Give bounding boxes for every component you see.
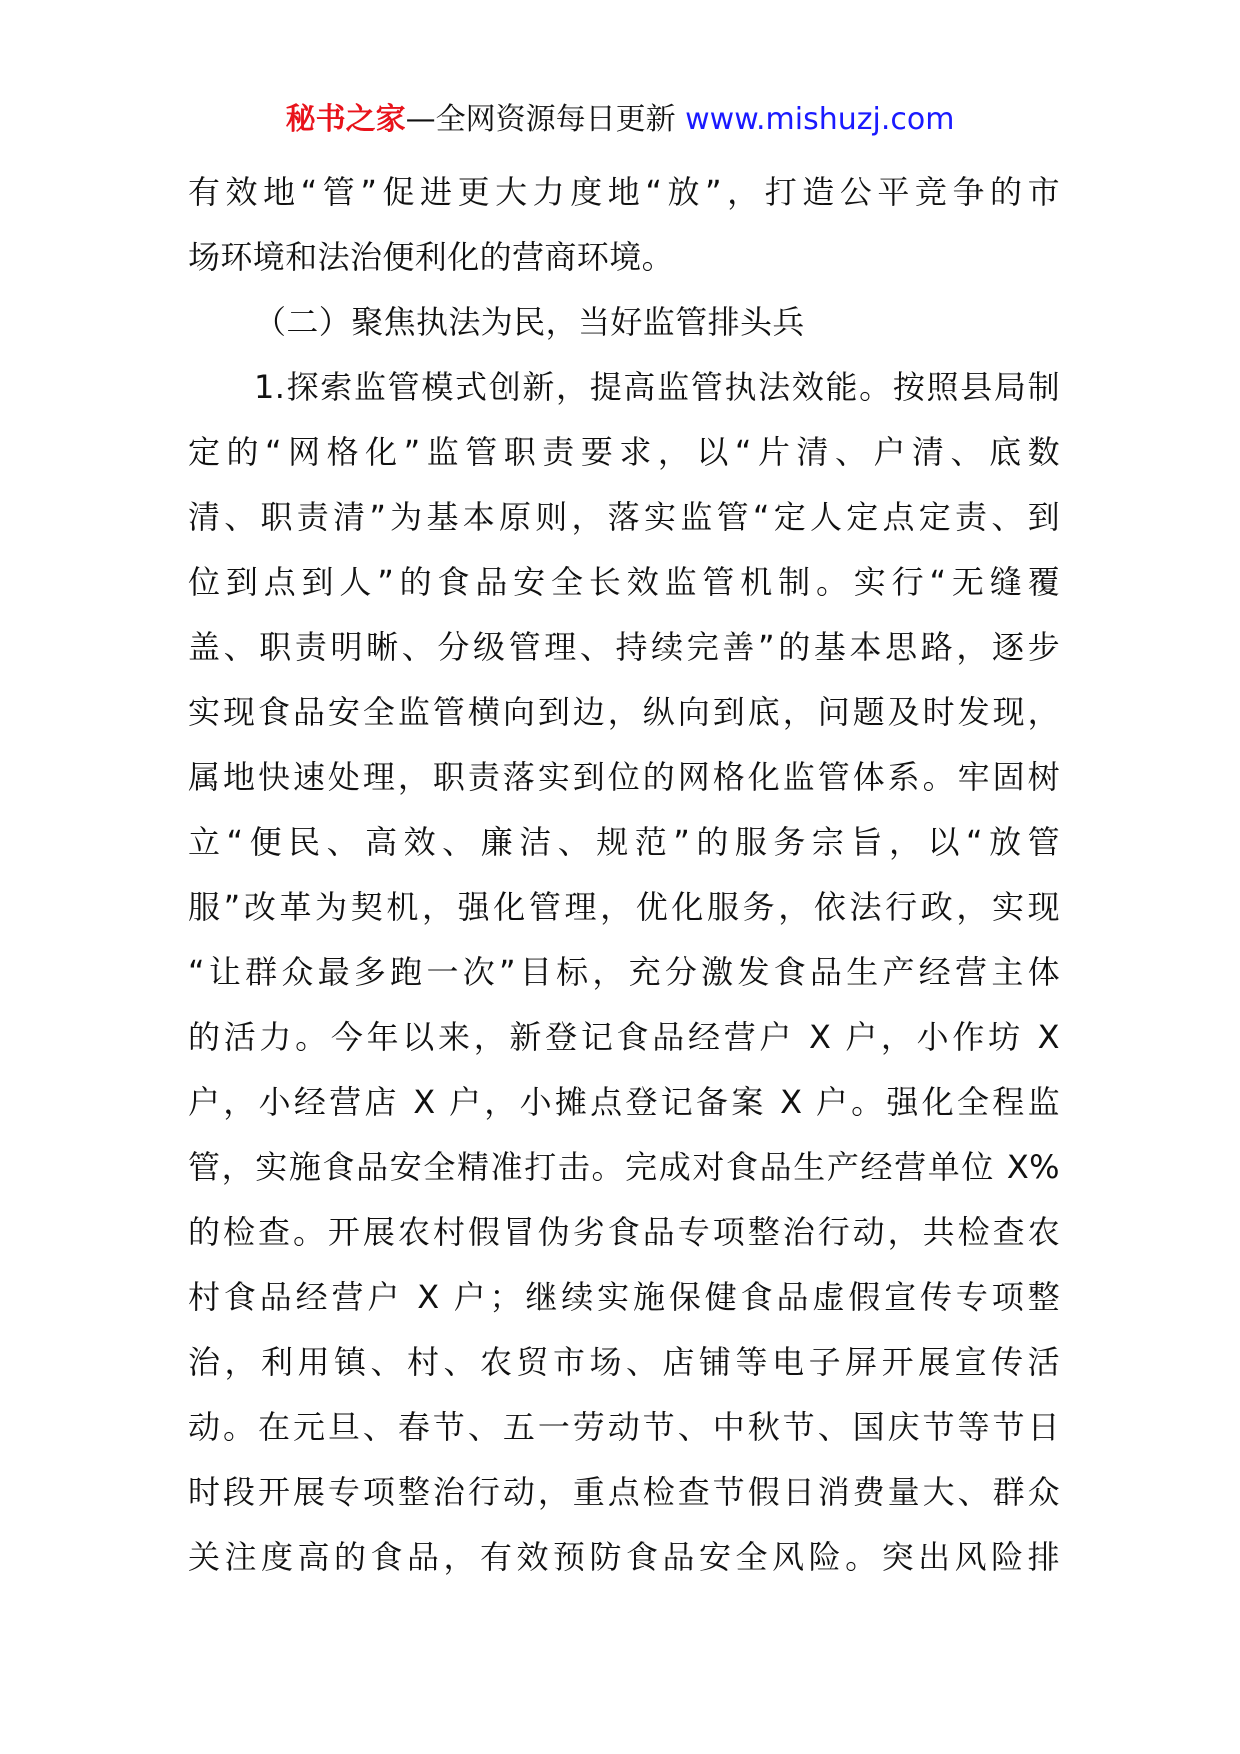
text-line: 服”改革为契机，强化管理，优化服务，依法行政，实现 [188,888,1060,926]
site-brand: 秘书之家 [285,102,406,137]
text-line: 动。在元旦、春节、五一劳动节、中秋节、国庆节等节日 [188,1408,1060,1446]
text-line: 立“便民、高效、廉洁、规范”的服务宗旨，以“放管 [188,823,1060,861]
page-header [0,100,1240,140]
text-line: 治，利用镇、村、农贸市场、店铺等电子屏开展宣传活 [188,1343,1060,1381]
text-line: 盖、职责明晰、分级管理、持续完善”的基本思路，逐步 [188,628,1060,666]
text-line: 时段开展专项整治行动，重点检查节假日消费量大、群众 [188,1473,1060,1511]
text-line: 实现食品安全监管横向到边，纵向到底，问题及时发现， [188,693,1060,731]
text-line: 场环境和法治便利化的营商环境。 [188,238,675,276]
text-line: 有效地“管”促进更大力度地“放”，打造公平竞争的市 [188,173,1060,211]
site-tagline: —全网资源每日更新 [405,102,676,137]
section-heading: （二）聚焦执法为民，当好监管排头兵 [254,303,805,341]
text-line: 关注度高的食品，有效预防食品安全风险。突出风险排 [188,1538,1060,1576]
text-line: “让群众最多跑一次”目标，充分激发食品生产经营主体 [188,953,1060,991]
text-line: 户，小经营店 X 户，小摊点登记备案 X 户。强化全程监 [188,1083,1060,1121]
text-line: 村食品经营户 X 户；继续实施保健食品虚假宣传专项整 [188,1278,1060,1316]
document-body [188,160,1060,1590]
text-line: 清、职责清”为基本原则，落实监管“定人定点定责、到 [188,498,1060,536]
site-url-link[interactable]: www.mishuzj.com [685,102,955,137]
text-line: 1.探索监管模式创新，提高监管执法效能。按照县局制 [254,368,1060,406]
text-line: 的检查。开展农村假冒伪劣食品专项整治行动，共检查农 [188,1213,1060,1251]
text-line: 位到点到人”的食品安全长效监管机制。实行“无缝覆 [188,563,1060,601]
text-line: 定的“网格化”监管职责要求，以“片清、户清、底数 [188,433,1060,471]
text-line: 的活力。今年以来，新登记食品经营户 X 户，小作坊 X [188,1018,1060,1056]
text-line: 属地快速处理，职责落实到位的网格化监管体系。牢固树 [188,758,1060,796]
text-line: 管，实施食品安全精准打击。完成对食品生产经营单位 X% [188,1148,1060,1186]
